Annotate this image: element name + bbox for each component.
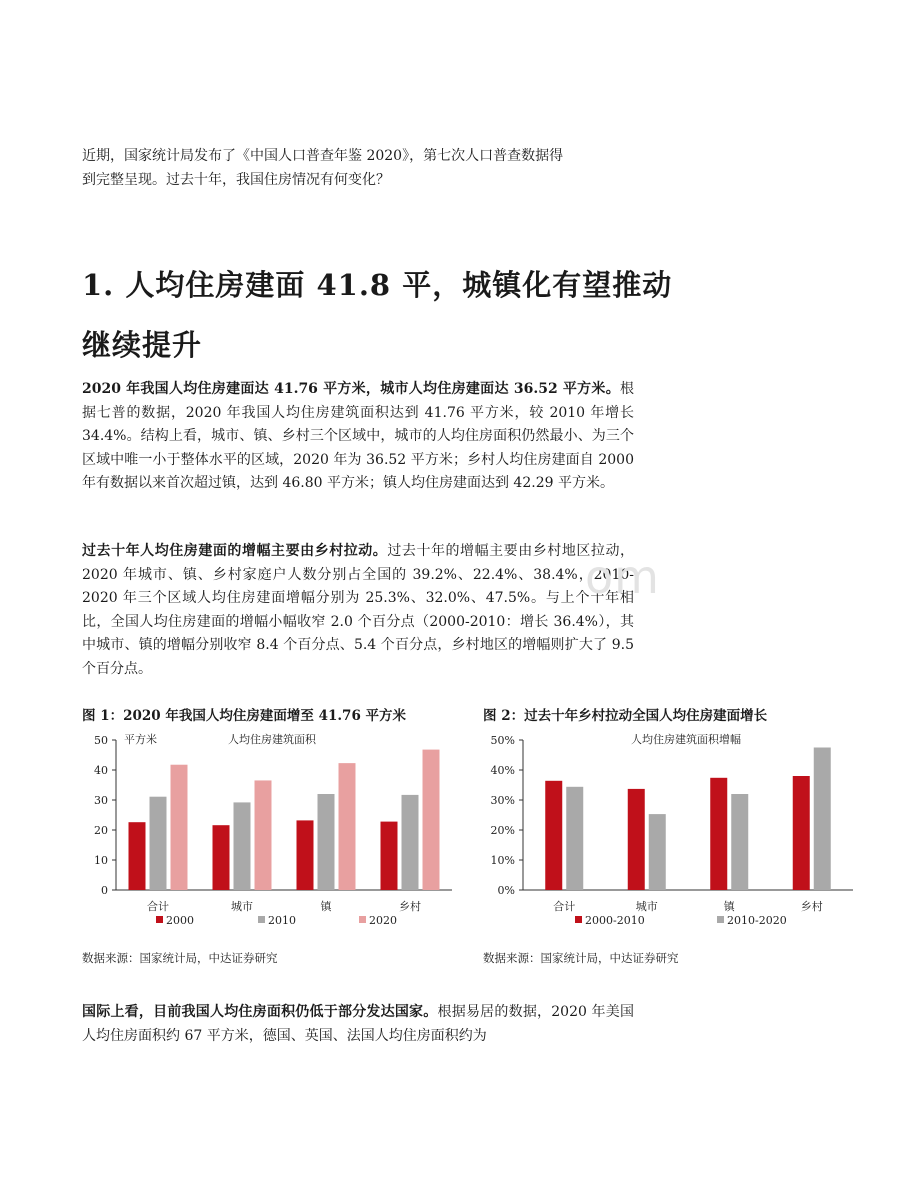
x-tick-label: 城市 (231, 900, 253, 913)
bar-2000-2010-乡村 (793, 776, 810, 890)
figure-2-source: 数据来源：国家统计局，中达证券研究 (483, 951, 679, 965)
y-tick-label: 30 (94, 794, 108, 807)
bar-2000-乡村 (381, 822, 398, 890)
legend-label: 2010-2020 (727, 914, 787, 927)
paragraph-3-body: 根据易居的数据，2020 年美国人均住房面积约 67 平方米，德国、英国、法国人均住房面积约为 (82, 1004, 634, 1044)
y-tick-label: 40% (490, 764, 515, 777)
legend-swatch (156, 916, 163, 923)
paragraph-2-lead: 过去十年人均住房建面的增幅主要由乡村拉动。 (82, 543, 388, 559)
legend-swatch (359, 916, 366, 923)
paragraph-1-body: 根据七普的数据，2020 年我国人均住房建筑面积达到 41.76 平方米，较 2010 年增长 34.4%。结构上看，城市、镇、乡村三个区域中，城市的人均住房面积仍然最小、为三个区域中唯一小于整体水平的区域，2020 年为 36.52 平方米；乡村人均住房建面自 2000 年有数据以来首次超过镇，达到 46.80 平方米；镇人均住房建面达到 42.29 平方米。 (82, 381, 634, 491)
figure-2-title: 图 2：过去十年乡村拉动全国人均住房建面增长 (483, 708, 768, 724)
x-tick-label: 城市 (635, 900, 658, 913)
bar-2010-合计 (150, 797, 167, 890)
y-tick-label: 10% (490, 854, 515, 867)
y-tick-label: 0 (101, 884, 108, 897)
bar-2000-2010-合计 (545, 781, 562, 890)
y-tick-label: 10 (94, 854, 108, 867)
y-axis-label: 平方米 (124, 733, 157, 746)
paragraph-rural-growth (82, 540, 634, 681)
y-tick-label: 20 (94, 824, 108, 837)
paragraph-3-lead: 国际上看，目前我国人均住房面积仍低于部分发达国家。 (82, 1004, 438, 1020)
paragraph-2-body: 过去十年的增幅主要由乡村地区拉动，2020 年城市、镇、乡村家庭户人数分别占全国的 39.2%、22.4%、38.4%，2010-2020 年三个区域人均住房建面增幅分别为 25.3%、32.0%、47.5%。与上个十年相比，全国人均住房建面的增幅小幅收窄 2.0 个百分点（2000-2010：增长 36.4%），其中城市、镇的增幅分别收窄 8.4 个百分点、5.4 个百分点，乡村地区的增幅则扩大了 9.5 个百分点。 (82, 543, 635, 677)
x-tick-label: 镇 (320, 900, 332, 913)
legend-swatch (258, 916, 265, 923)
x-tick-label: 乡村 (800, 900, 823, 913)
bar-2010-2020-镇 (731, 794, 748, 890)
y-tick-label: 50 (94, 734, 108, 747)
x-tick-label: 合计 (553, 900, 576, 913)
figure-1-chart (82, 728, 467, 938)
watermark: om (585, 550, 660, 604)
figure-1-title: 图 1：2020 年我国人均住房建面增至 41.76 平方米 (82, 708, 407, 724)
bar-2010-2020-合计 (566, 787, 583, 890)
section-title-line-2: 继续提升 (82, 328, 203, 362)
bar-2020-镇 (339, 763, 356, 890)
x-tick-label: 镇 (723, 900, 735, 913)
bar-2020-城市 (255, 780, 272, 890)
y-tick-label: 40 (94, 764, 108, 777)
legend-label: 2010 (268, 914, 296, 927)
x-tick-label: 合计 (147, 900, 169, 913)
bar-2020-乡村 (423, 750, 440, 890)
y-tick-label: 30% (490, 794, 515, 807)
chart-title: 人均住房建筑面积 (228, 733, 316, 746)
legend-label: 2020 (369, 914, 397, 927)
legend-label: 2000-2010 (585, 914, 645, 927)
bar-2010-镇 (318, 794, 335, 890)
y-tick-label: 50% (490, 734, 515, 747)
chart-title: 人均住房建筑面积增幅 (631, 733, 741, 746)
bar-2010-城市 (234, 802, 251, 890)
x-tick-label: 乡村 (399, 900, 421, 913)
bar-2000-城市 (213, 825, 230, 890)
bar-2000-2010-城市 (628, 789, 645, 890)
y-tick-label: 20% (490, 824, 515, 837)
bar-2010-2020-乡村 (814, 748, 831, 891)
figure-1-source: 数据来源：国家统计局，中达证券研究 (82, 951, 278, 965)
bar-2000-2010-镇 (710, 778, 727, 890)
legend-swatch (575, 916, 582, 923)
bar-2020-合计 (171, 765, 188, 890)
legend-label: 2000 (166, 914, 194, 927)
bar-2010-2020-城市 (649, 814, 666, 890)
bar-2010-乡村 (402, 795, 419, 890)
figure-2-chart (483, 728, 868, 938)
paragraph-per-capita-area (82, 378, 634, 496)
intro-paragraph (82, 145, 634, 192)
y-tick-label: 0% (497, 884, 515, 897)
intro-line-2: 到完整呈现。过去十年，我国住房情况有何变化？ (82, 171, 390, 188)
paragraph-international (82, 1001, 634, 1048)
paragraph-1-lead: 2020 年我国人均住房建面达 41.76 平方米，城市人均住房建面达 36.52 平方米。 (82, 381, 620, 397)
intro-line-1: 近期，国家统计局发布了《中国人口普查年鉴 2020》，第七次人口普查数据得 (82, 148, 564, 164)
section-title-line-1: 1. 人均住房建面 41.8 平，城镇化有望推动 (82, 268, 673, 302)
legend-swatch (717, 916, 724, 923)
bar-2000-镇 (297, 820, 314, 890)
bar-2000-合计 (129, 822, 146, 890)
